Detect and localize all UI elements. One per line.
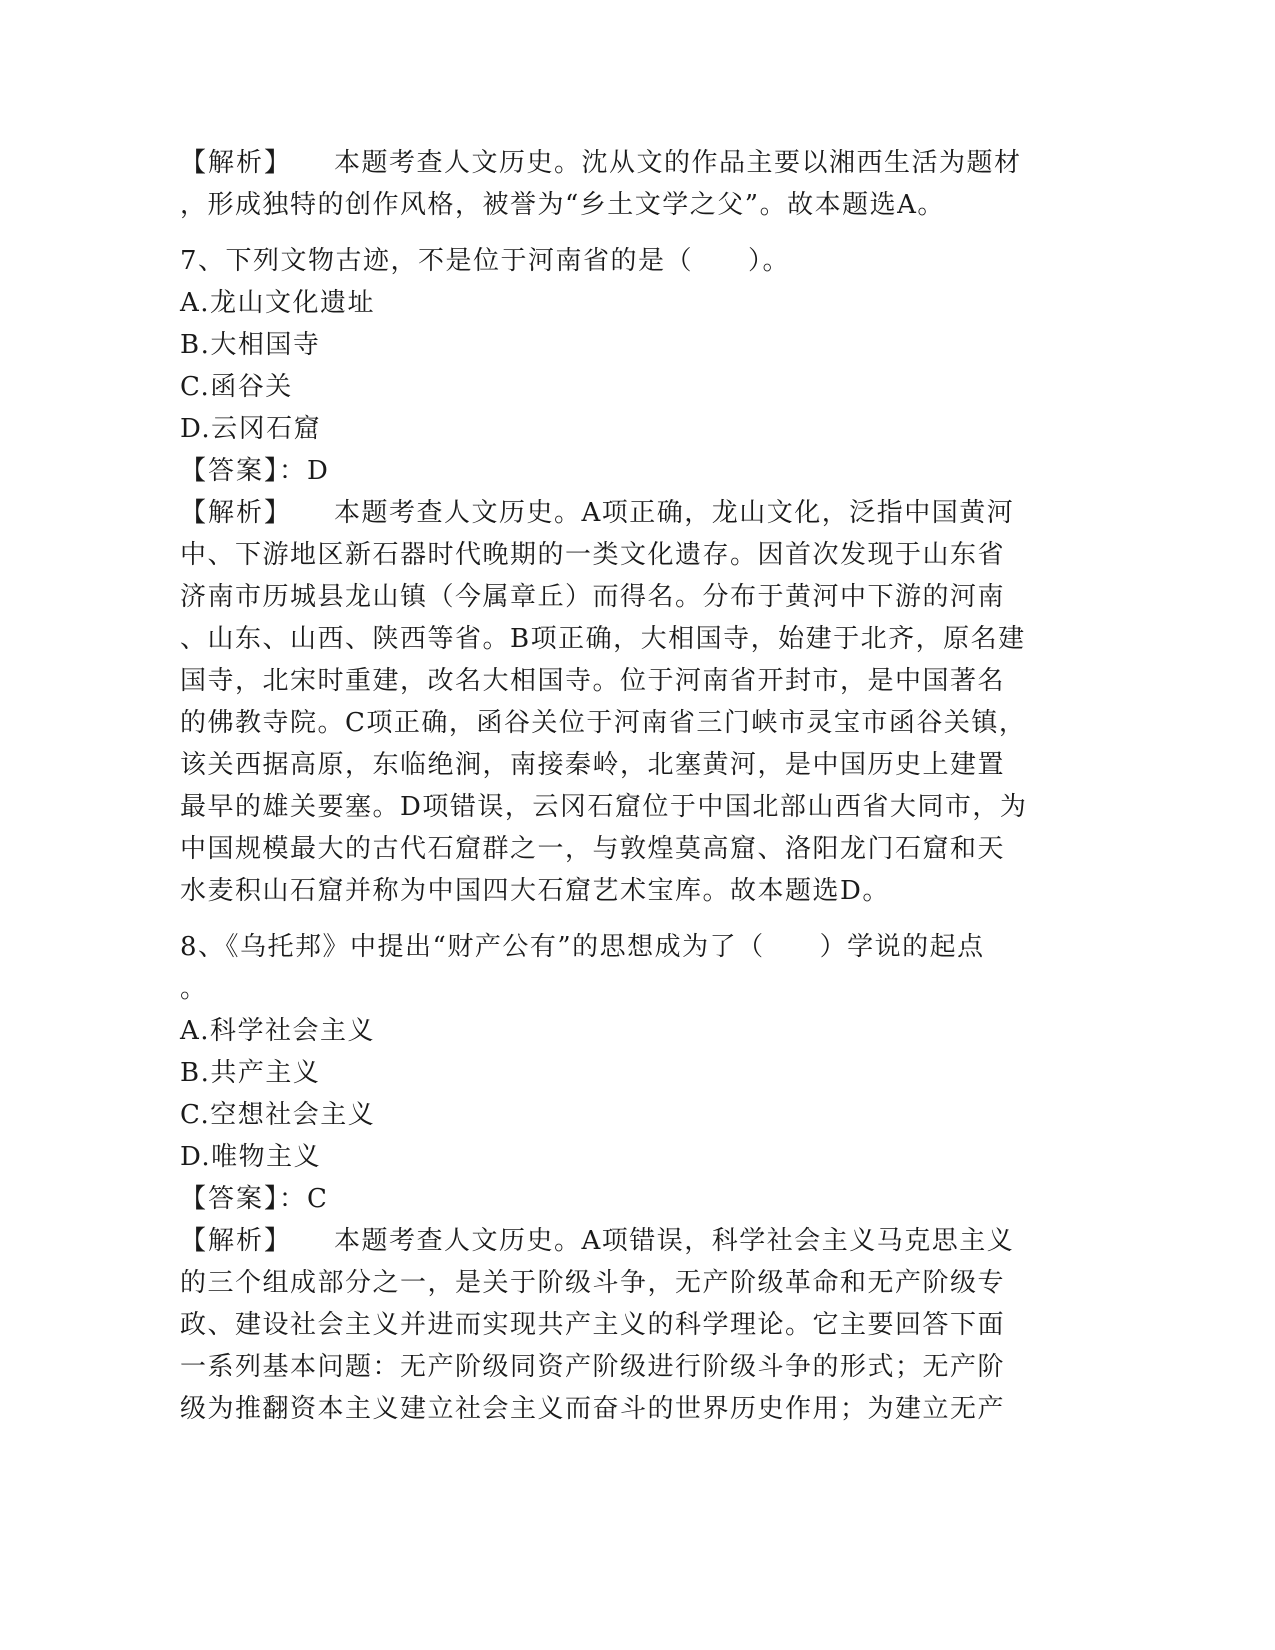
explanation-line: ，形成独特的创作风格，被誉为“乡土文学之父”。故本题选A。 [180, 190, 945, 220]
explanation-line: 的三个组成部分之一，是关于阶级斗争，无产阶级革命和无产阶级专 [180, 1268, 1006, 1298]
prev-explanation [180, 142, 1070, 226]
explanation-line: 【解析】 本题考查人文历史。A项错误，科学社会主义马克思主义 [180, 1226, 1015, 1256]
explanation-line: 中国规模最大的古代石窟群之一，与敦煌莫高窟、洛阳龙门石窟和天 [180, 834, 1006, 864]
option-d: D.云冈石窟 [180, 414, 322, 444]
question-text: 8、《乌托邦》中提出“财产公有”的思想成为了（ ）学说的起点 [180, 932, 985, 962]
answer-label: 【答案】： [180, 456, 308, 486]
answer-label: 【答案】： [180, 1184, 308, 1214]
explanation-line: 一系列基本问题：无产阶级同资产阶级进行阶级斗争的形式；无产阶 [180, 1352, 1006, 1382]
explanation-label: 【解析】 [180, 498, 293, 528]
explanation-label: 【解析】 [180, 1226, 293, 1256]
option-c: C.空想社会主义 [180, 1100, 376, 1130]
explanation-line: 政、建设社会主义并进而实现共产主义的科学理论。它主要回答下面 [180, 1310, 1006, 1340]
explanation-line: 中、下游地区新石器时代晚期的一类文化遗存。因首次发现于山东省 [180, 540, 1006, 570]
question-text: 7、下列文物古迹，不是位于河南省的是（ ）。 [180, 246, 791, 276]
explanation-line: 最早的雄关要塞。D项错误，云冈石窟位于中国北部山西省大同市，为 [180, 792, 1028, 822]
explanation-line: 【解析】 本题考查人文历史。A项正确，龙山文化，泛指中国黄河 [180, 498, 1015, 528]
option-d: D.唯物主义 [180, 1142, 322, 1172]
question-8 [180, 926, 1070, 1430]
explanation-line: 该关西据高原，东临绝涧，南接秦岭，北塞黄河，是中国历史上建置 [180, 750, 1006, 780]
option-a: A.龙山文化遗址 [180, 288, 376, 318]
explanation-line: 水麦积山石窟并称为中国四大石窟艺术宝库。故本题选D。 [180, 876, 890, 906]
option-c: C.函谷关 [180, 372, 293, 402]
option-a: A.科学社会主义 [180, 1016, 376, 1046]
explanation-line: 国寺，北宋时重建，改名大相国寺。位于河南省开封市，是中国著名 [180, 666, 1006, 696]
explanation-line: 【解析】 本题考查人文历史。沈从文的作品主要以湘西生活为题材 [180, 148, 1022, 178]
option-b: B.大相国寺 [180, 330, 321, 360]
document-page [180, 142, 1070, 1430]
answer-value: D [307, 456, 330, 486]
answer-line [180, 450, 1070, 492]
explanation-line: 济南市历城县龙山镇（今属章丘）而得名。分布于黄河中下游的河南 [180, 582, 1006, 612]
option-b: B.共产主义 [180, 1058, 321, 1088]
question-7 [180, 240, 1070, 912]
answer-value: C [307, 1184, 329, 1214]
answer-line [180, 1178, 1070, 1220]
explanation-line: 、山东、山西、陕西等省。B项正确，大相国寺，始建于北齐，原名建 [180, 624, 1026, 654]
explanation-label: 【解析】 [180, 148, 293, 178]
question-text: 。 [180, 974, 208, 1004]
explanation-line: 的佛教寺院。C项正确，函谷关位于河南省三门峡市灵宝市函谷关镇， [180, 708, 1027, 738]
explanation-line: 级为推翻资本主义建立社会主义而奋斗的世界历史作用；为建立无产 [180, 1394, 1006, 1424]
